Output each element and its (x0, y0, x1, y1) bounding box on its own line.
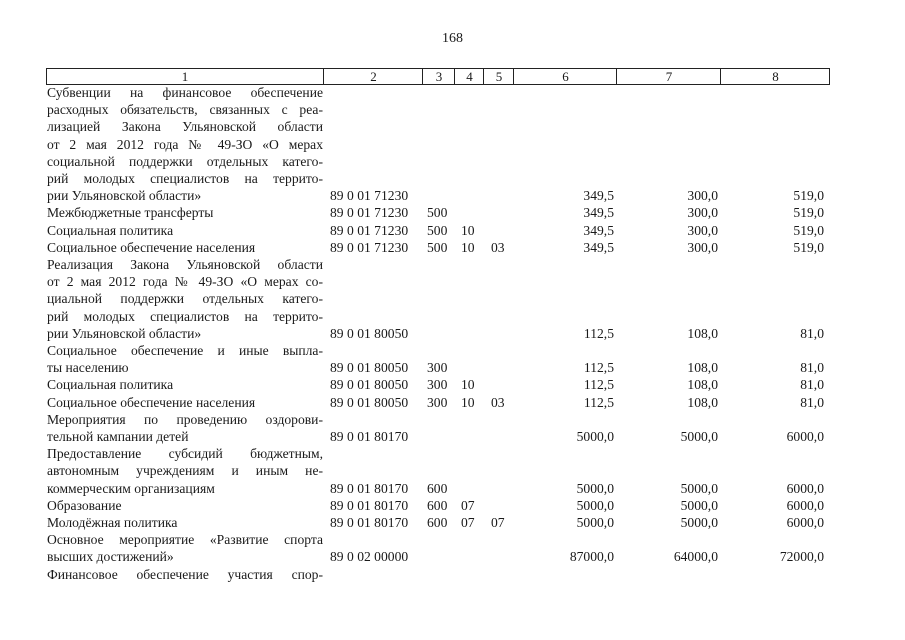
table-row (0, 445, 905, 462)
row-value-col-8: 81,0 (800, 360, 824, 376)
row-code: 89 0 01 71230 (330, 205, 409, 221)
row-value-col-6: 349,5 (583, 239, 614, 255)
row-col-3: 600 (427, 497, 448, 513)
table-row (0, 101, 905, 118)
row-col-3: 600 (427, 515, 448, 530)
row-col-5: 03 (491, 239, 505, 255)
header-col-3: 3 (422, 69, 455, 84)
row-name: от 2 мая 2012 года № 49-ЗО «О мерах со- (47, 274, 323, 290)
table-row (0, 514, 905, 531)
row-name: циальной поддержки отдельных катего- (47, 291, 323, 307)
row-value-col-7: 108,0 (687, 360, 718, 376)
header-col-6: 6 (513, 69, 617, 84)
row-code: 89 0 01 71230 (330, 222, 409, 238)
page-number: 168 (442, 31, 463, 46)
row-name: высших достижений» (47, 549, 174, 565)
table-row (0, 239, 905, 256)
row-value-col-8: 519,0 (793, 222, 824, 238)
row-value-col-6: 87000,0 (569, 549, 614, 565)
row-name: ты населению (47, 360, 129, 376)
row-value-col-6: 349,5 (583, 188, 614, 204)
row-value-col-8: 81,0 (800, 394, 824, 410)
row-col-3: 300 (427, 360, 448, 376)
row-value-col-6: 5000,0 (576, 480, 614, 496)
row-value-col-8: 6000,0 (786, 515, 824, 530)
row-value-col-6: 349,5 (583, 222, 614, 238)
row-value-col-6: 5000,0 (576, 497, 614, 513)
table-row (0, 290, 905, 307)
row-name: Межбюджетные трансферты (47, 205, 214, 221)
table-row (0, 256, 905, 273)
row-value-col-8: 81,0 (800, 325, 824, 341)
row-col-3: 500 (427, 222, 448, 238)
row-col-3: 300 (427, 394, 448, 410)
row-code: 89 0 01 80170 (330, 497, 409, 513)
row-col-4: 07 (461, 515, 475, 530)
row-name: рий молодых специалистов на террито- (47, 171, 323, 186)
row-value-col-7: 108,0 (687, 377, 718, 393)
table-row (0, 204, 905, 221)
row-name: Образование (47, 497, 122, 513)
row-name: Финансовое обеспечение участия спор- (47, 566, 323, 582)
table-row (0, 376, 905, 393)
row-col-3: 500 (427, 239, 448, 255)
table-row (0, 170, 905, 187)
row-value-col-7: 300,0 (687, 222, 718, 238)
table-row (0, 325, 905, 342)
row-code: 89 0 01 80170 (330, 429, 409, 444)
row-name: Предоставление субсидий бюджетным, (47, 446, 323, 462)
table-row (0, 359, 905, 376)
row-value-col-6: 112,5 (583, 325, 614, 341)
table-header (46, 68, 830, 85)
header-col-1: 1 (181, 69, 189, 84)
row-name: автономным учреждениям и иным не- (47, 463, 323, 479)
row-name: коммерческим организациям (47, 480, 215, 496)
row-name: Мероприятия по проведению оздорови- (47, 411, 323, 427)
table-row (0, 118, 905, 135)
table-row (0, 480, 905, 497)
row-name: Основное мероприятие «Развитие спорта (47, 532, 323, 548)
row-name: Субвенции на финансовое обеспечение (47, 85, 323, 100)
header-col-4: 4 (454, 69, 484, 84)
table-row (0, 394, 905, 411)
row-code: 89 0 01 80170 (330, 515, 409, 530)
row-col-3: 600 (427, 480, 448, 496)
header-col-7: 7 (616, 69, 721, 84)
row-name: лизацией Закона Ульяновской области (47, 119, 323, 135)
row-name: Социальная политика (47, 222, 174, 238)
table-row (0, 273, 905, 290)
row-value-col-7: 5000,0 (680, 480, 718, 496)
row-name: рии Ульяновской области» (47, 188, 202, 204)
row-code: 89 0 01 80050 (330, 325, 409, 341)
row-value-col-7: 5000,0 (680, 497, 718, 513)
row-col-4: 07 (461, 497, 475, 513)
row-name: расходных обязательств, связанных с реа- (47, 102, 323, 118)
row-name: Молодёжная политика (47, 515, 178, 530)
row-name: Реализация Закона Ульяновской области (47, 257, 323, 272)
row-col-4: 10 (461, 239, 475, 255)
row-code: 89 0 01 80050 (330, 394, 409, 410)
row-code: 89 0 01 80170 (330, 480, 409, 496)
header-col-2: 2 (323, 69, 423, 84)
row-code: 89 0 01 71230 (330, 188, 409, 204)
row-value-col-7: 5000,0 (680, 515, 718, 530)
row-col-4: 10 (461, 222, 475, 238)
row-value-col-7: 5000,0 (680, 429, 718, 444)
row-code: 89 0 01 80050 (330, 360, 409, 376)
row-value-col-8: 6000,0 (786, 429, 824, 444)
row-value-col-7: 108,0 (687, 325, 718, 341)
row-value-col-8: 81,0 (800, 377, 824, 393)
row-value-col-6: 112,5 (583, 360, 614, 376)
row-value-col-8: 6000,0 (786, 497, 824, 513)
table-row (0, 136, 905, 153)
row-col-5: 07 (491, 515, 505, 530)
row-code: 89 0 01 80050 (330, 377, 409, 393)
row-name: рий молодых специалистов на террито- (47, 308, 323, 324)
header-col-8: 8 (720, 69, 830, 84)
row-code: 89 0 01 71230 (330, 239, 409, 255)
row-col-4: 10 (461, 377, 475, 393)
row-value-col-8: 6000,0 (786, 480, 824, 496)
table-row (0, 411, 905, 428)
row-value-col-7: 300,0 (687, 188, 718, 204)
row-value-col-8: 72000,0 (779, 549, 824, 565)
row-value-col-6: 5000,0 (576, 515, 614, 530)
row-value-col-6: 349,5 (583, 205, 614, 221)
row-value-col-6: 112,5 (583, 377, 614, 393)
table-row (0, 222, 905, 239)
row-value-col-7: 300,0 (687, 205, 718, 221)
row-value-col-6: 5000,0 (576, 429, 614, 444)
row-col-3: 500 (427, 205, 448, 221)
row-col-4: 10 (461, 394, 475, 410)
row-name: тельной кампании детей (47, 429, 189, 444)
row-code: 89 0 02 00000 (330, 549, 409, 565)
row-col-3: 300 (427, 377, 448, 393)
table-row (0, 566, 905, 583)
row-value-col-7: 300,0 (687, 239, 718, 255)
row-name: рии Ульяновской области» (47, 325, 202, 341)
table-row (0, 308, 905, 325)
header-col-5: 5 (483, 69, 514, 84)
row-value-col-8: 519,0 (793, 205, 824, 221)
row-value-col-7: 64000,0 (673, 549, 718, 565)
row-name: Социальное обеспечение населения (47, 394, 256, 410)
row-col-5: 03 (491, 394, 505, 410)
table-row (0, 342, 905, 359)
row-value-col-6: 112,5 (583, 394, 614, 410)
row-value-col-8: 519,0 (793, 239, 824, 255)
row-value-col-7: 108,0 (687, 394, 718, 410)
row-name: Социальная политика (47, 377, 174, 393)
table-row (0, 187, 905, 204)
row-name: Социальное обеспечение населения (47, 239, 256, 255)
table-row (0, 153, 905, 170)
row-name: Социальное обеспечение и иные выпла- (47, 343, 323, 358)
table-row (0, 84, 905, 101)
table-row (0, 462, 905, 479)
row-name: от 2 мая 2012 года № 49-ЗО «О мерах (47, 136, 323, 152)
table-row (0, 497, 905, 514)
table-row (0, 531, 905, 548)
row-name: социальной поддержки отдельных катего- (47, 153, 323, 169)
table-row (0, 548, 905, 565)
table-row (0, 428, 905, 445)
row-value-col-8: 519,0 (793, 188, 824, 204)
